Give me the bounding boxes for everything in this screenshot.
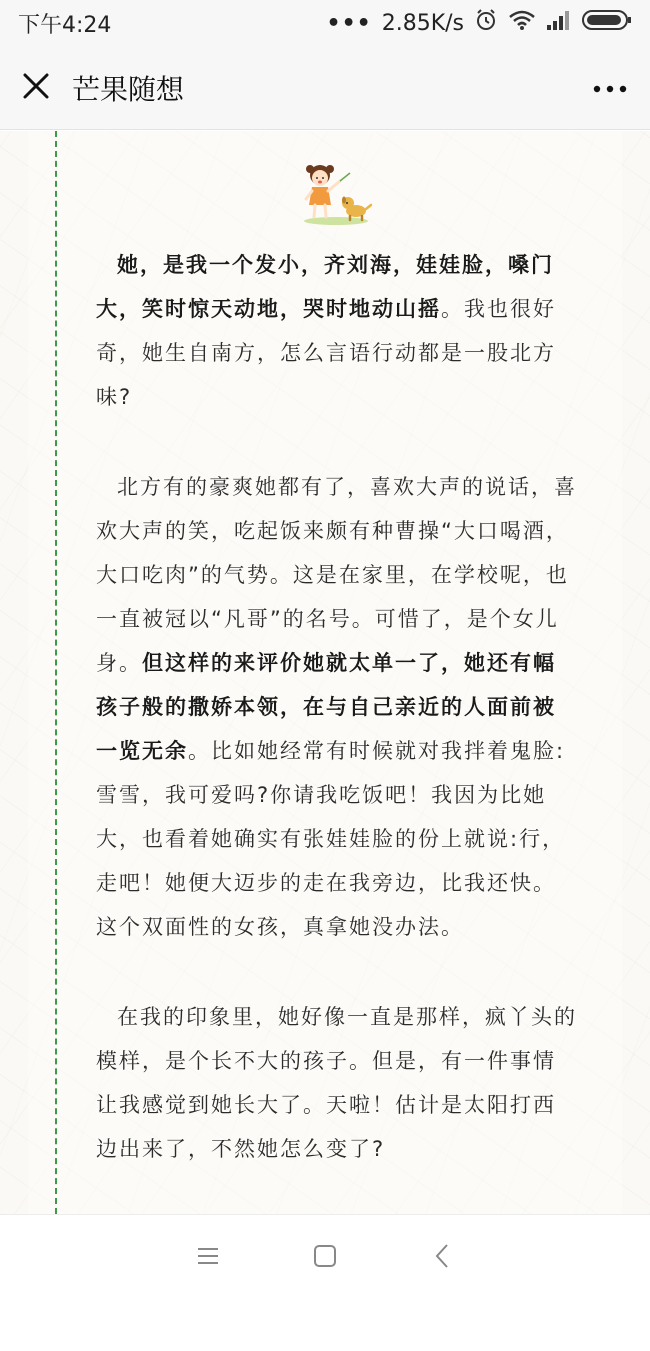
close-button[interactable] xyxy=(0,46,72,130)
status-bar xyxy=(0,0,650,46)
paragraph-2-text-b: 。比如她经常有时候就对我拌着鬼脸:雪雪，我可爱吗?你请我吃饭吧！我因为比她大，也看着她确实有张娃娃脸的份上就说:行，走吧！她便大迈步的走在我旁边，比我还快。这个双面性的女孩，真拿她没办法。 xyxy=(96,739,566,939)
paragraph-2-bold: 但这样的来评价她就太单一了，她还有幅孩子般的撒娇本领，在与自己亲近的人面前被一览无余 xyxy=(96,651,556,763)
home-button[interactable] xyxy=(295,1228,355,1288)
wifi-icon xyxy=(508,9,536,37)
alarm-icon xyxy=(474,8,498,38)
paragraph-3: 在我的印象里，她好像一直是那样，疯丫头的模样，是个长不大的孩子。但是，有一件事情让我感觉到她长大了。天啦！估计是太阳打西边出来了，不然她怎么变了? xyxy=(96,1005,577,1161)
more-button[interactable] xyxy=(570,46,650,130)
paragraph-2 xyxy=(96,465,578,949)
article-content[interactable] xyxy=(0,131,650,1214)
home-icon xyxy=(313,1244,337,1272)
close-icon xyxy=(22,72,50,104)
dashed-margin-line xyxy=(55,131,57,1214)
menu-button[interactable] xyxy=(178,1228,238,1288)
paragraph-1-text: 。我也很好奇，她生自南方，怎么言语行动都是一股北方味? xyxy=(96,297,556,409)
menu-icon xyxy=(196,1246,220,1270)
system-nav-bar xyxy=(0,1214,650,1300)
status-time: 下午4:24 xyxy=(18,12,112,38)
battery-icon xyxy=(582,9,632,37)
signal-icon xyxy=(546,9,572,37)
page-title: 芒果随想 xyxy=(72,72,185,106)
paragraph-1-bold: 她，是我一个发小，齐刘海，娃娃脸，嗓门大，笑时惊天动地，哭时地动山摇 xyxy=(96,253,554,321)
back-button[interactable] xyxy=(412,1228,472,1288)
paragraph-2-text-a: 北方有的豪爽她都有了，喜欢大声的说话，喜欢大声的笑，吃起饭来颇有种曹操“大口喝酒，大口吃肉”的气势。这是在家里，在学校呢，也一直被冠以“凡哥”的名号。可惜了，是个女儿身。 xyxy=(96,475,577,675)
paragraph-1 xyxy=(96,243,578,419)
notification-dots: ••• xyxy=(326,10,372,36)
back-icon xyxy=(434,1243,450,1273)
more-icon xyxy=(593,78,627,97)
article-body xyxy=(96,243,578,1351)
girl-and-dog-illustration xyxy=(298,161,374,227)
network-speed: 2.85K/s xyxy=(381,10,464,36)
status-icons xyxy=(327,8,632,38)
title-bar xyxy=(0,46,650,130)
